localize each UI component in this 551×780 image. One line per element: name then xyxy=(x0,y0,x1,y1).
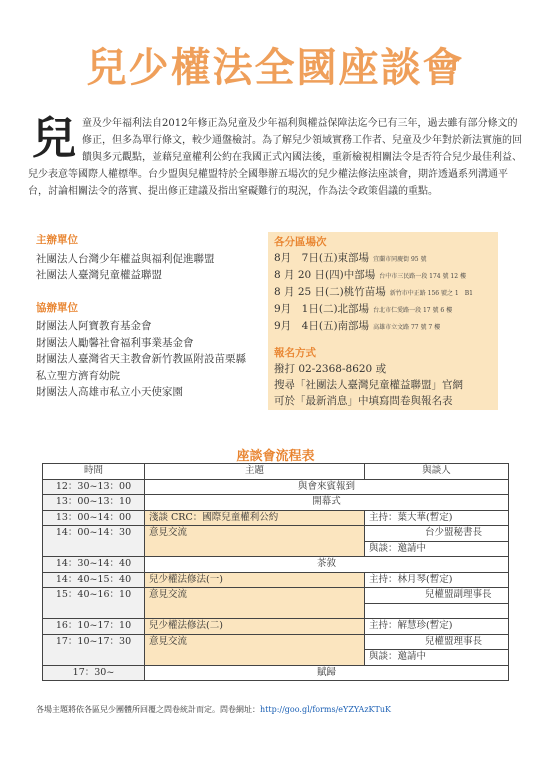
topic-cell: 開幕式 xyxy=(145,495,509,511)
co-organizers-title: 協辦單位 xyxy=(36,301,78,314)
table-row xyxy=(43,665,509,681)
guest-cell: 與談：邀請中 xyxy=(365,650,509,666)
topic-cell: 兒少權法修法(二) xyxy=(145,619,365,635)
session-date: 9月 1日(二)北部場 xyxy=(274,303,370,315)
table-row xyxy=(43,557,509,573)
registration-search: 搜尋「社團法人臺灣兒童權益聯盟」官網 xyxy=(274,379,463,391)
schedule-table xyxy=(42,463,509,681)
topic-cell: 兒少權法修法(一) xyxy=(145,572,365,588)
organizers-title: 主辦單位 xyxy=(36,234,78,246)
table-row xyxy=(43,619,509,635)
time-cell: 17：10~17：30 xyxy=(43,634,145,665)
organizer-item: 社團法人臺灣兒童權益聯盟 xyxy=(36,269,162,281)
intro-text: 童及少年福利法自2012年修正為兒童及少年福利與權益保障法迄今已有三年，過去雖有部分條文的修正，但多為單行條文，較少通盤檢討。為了解兒少領域實務工作者、兒童及少年對於新法實施的回饋與多元觀點，並藉兒童權利公約在我國正式內國法後，重新檢視相關法令是否符合兒少最佳利益、兒少表意等國際人權標準。台少盟與兒權盟特於全國舉辦五場次的兒少權法修法座談會，期許透過系列溝通平台，討論相關法令的落實、提出修正建議及指出窒礙難行的現況，作為法令政策倡議的重點。 xyxy=(28,118,522,197)
guest-cell xyxy=(365,603,509,619)
session-address: 新竹市中正路 156 號之 1 B1 xyxy=(389,290,473,297)
topic-cell: 意見交流 xyxy=(145,588,365,619)
table-row xyxy=(43,479,509,495)
table-row xyxy=(43,634,509,650)
page-title: 兒少權法全國座談會 xyxy=(86,44,465,91)
topic-cell: 淺談 CRC：國際兒童權利公約 xyxy=(145,510,365,526)
time-cell: 14：40~15：40 xyxy=(43,572,145,588)
schedule-title: 座談會流程表 xyxy=(236,449,315,464)
registration-news: 可於「最新消息」中填寫問卷與報名表 xyxy=(274,395,453,407)
session-item xyxy=(274,301,452,316)
host-org-cell: 台少盟秘書長 xyxy=(365,526,509,542)
session-date: 9月 4日(五)南部場 xyxy=(274,320,370,332)
time-cell: 15：40~16：10 xyxy=(43,588,145,619)
co-organizer-item: 財團法人阿寶教育基金會 xyxy=(36,320,152,332)
host-cell: 主持：葉大華(暫定) xyxy=(365,510,509,526)
organizer-item: 社團法人台灣少年權益與福利促進聯盟 xyxy=(36,252,215,265)
topic-cell: 茶敘 xyxy=(145,557,509,573)
time-cell: 14：30~14：40 xyxy=(43,557,145,573)
footnote xyxy=(36,704,391,715)
intro-dropcap: 兒 xyxy=(32,113,76,164)
table-row xyxy=(43,526,509,542)
session-address: 台北市仁愛路一段 17 號 6 樓 xyxy=(373,307,453,314)
header-time: 時間 xyxy=(43,464,145,480)
table-row xyxy=(43,510,509,526)
header-topic: 主題 xyxy=(145,464,365,480)
registration-lines xyxy=(274,361,496,409)
table-row xyxy=(43,495,509,511)
session-item xyxy=(274,284,473,299)
topic-cell: 與會來賓報到 xyxy=(145,479,509,495)
registration-phone: 撥打 02-2368-8620 或 xyxy=(274,363,387,375)
registration-title: 報名方式 xyxy=(274,347,316,359)
session-address: 宜蘭市同慶街 95 號 xyxy=(373,256,427,263)
table-header-row xyxy=(43,464,509,480)
co-organizer-item: 財團法人勵馨社會福利事業基金會 xyxy=(36,336,194,349)
time-cell: 13：00~13：10 xyxy=(43,495,145,511)
host-org-cell: 兒權盟理事長 xyxy=(365,634,509,650)
session-address: 高雄市立文路 77 號 7 樓 xyxy=(373,324,441,331)
session-item xyxy=(274,267,466,282)
time-cell: 13：00~14：00 xyxy=(43,510,145,526)
footnote-text: 各場主題將依各區兒少團體所回覆之問卷統計而定。問卷網址： xyxy=(36,705,260,714)
co-organizer-item: 財團法人高雄市私立小天使家園 xyxy=(36,386,183,398)
host-cell: 主持：林月琴(暫定) xyxy=(365,572,509,588)
sessions-title: 各分區場次 xyxy=(274,236,327,248)
co-organizer-item: 私立聖方濟育幼院 xyxy=(36,369,120,382)
session-date: 8月 7日(五)東部場 xyxy=(274,252,370,264)
sessions-box xyxy=(268,232,498,410)
session-date: 8 月 25 日(二)桃竹苗場 xyxy=(274,286,386,298)
host-cell: 主持：解慧珍(暫定) xyxy=(365,619,509,635)
header-speaker: 與談人 xyxy=(365,464,509,480)
table-row xyxy=(43,572,509,588)
session-date: 8 月 20 日(四)中部場 xyxy=(274,269,376,281)
intro-paragraph xyxy=(28,115,526,200)
topic-cell: 意見交流 xyxy=(145,526,365,557)
session-item xyxy=(274,318,440,333)
time-cell: 17：30~ xyxy=(43,665,145,681)
organizer-column xyxy=(36,232,266,401)
time-cell: 12：30~13：00 xyxy=(43,479,145,495)
session-address: 台中市三民路一段 174 號 12 樓 xyxy=(379,273,466,280)
session-item xyxy=(274,250,427,265)
topic-cell: 賦歸 xyxy=(145,665,509,681)
table-row xyxy=(43,588,509,604)
survey-link[interactable]: http://goo.gl/forms/eYZYAzKTuK xyxy=(260,705,391,714)
time-cell: 16：10~17：10 xyxy=(43,619,145,635)
topic-cell: 意見交流 xyxy=(145,634,365,665)
time-cell: 14：00~14：30 xyxy=(43,526,145,557)
co-organizer-item: 財團法人臺灣省天主教會新竹教區附設苗栗縣 xyxy=(36,353,246,365)
guest-cell: 與談：邀請中 xyxy=(365,541,509,557)
host-org-cell: 兒權盟副理事長 xyxy=(365,588,509,604)
